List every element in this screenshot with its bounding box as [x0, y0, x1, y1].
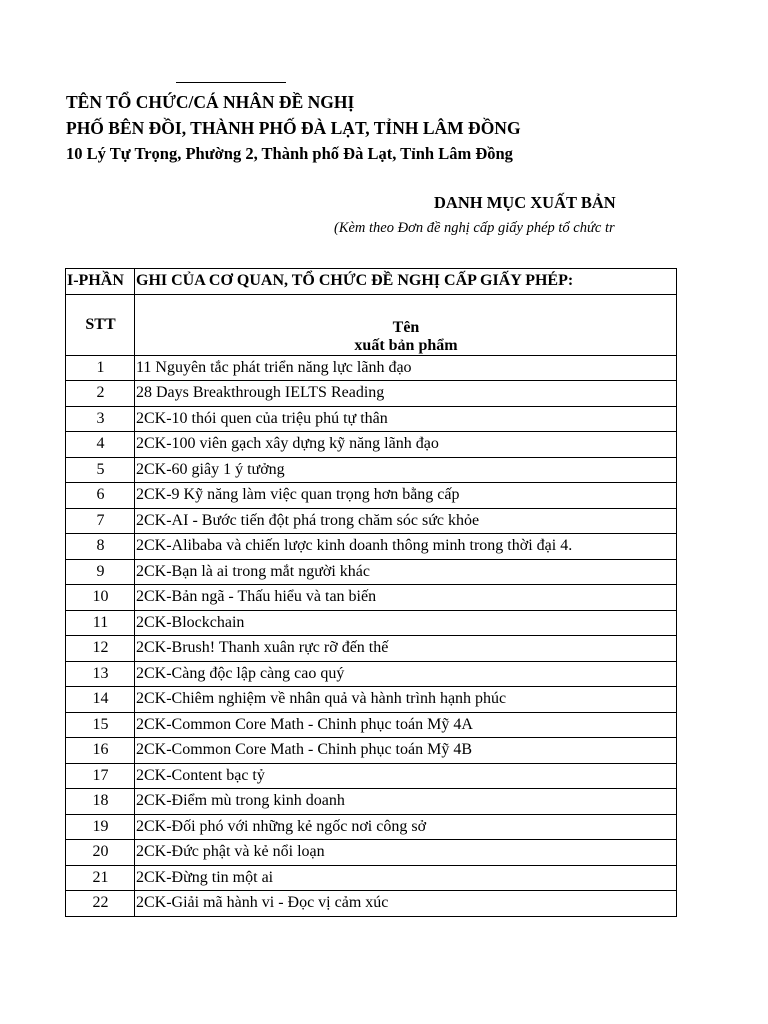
row-stt: 4: [66, 432, 135, 458]
column-header-stt: STT: [66, 294, 135, 355]
row-title: 2CK-Chiêm nghiệm về nhân quả và hành trình hạnh phúc: [135, 687, 677, 713]
row-title: 2CK-Alibaba và chiến lược kinh doanh thông minh trong thời đại 4.: [135, 534, 677, 560]
header-rule: [176, 82, 286, 83]
row-stt: 5: [66, 457, 135, 483]
row-stt: 12: [66, 636, 135, 662]
row-stt: 6: [66, 483, 135, 509]
table-row: [66, 636, 677, 662]
row-stt: 8: [66, 534, 135, 560]
row-stt: 7: [66, 508, 135, 534]
table-row: [66, 406, 677, 432]
column-header-row: [66, 294, 677, 355]
row-title: 2CK-Brush! Thanh xuân rực rỡ đến thế: [135, 636, 677, 662]
publication-table: [65, 268, 677, 917]
row-title: 2CK-10 thói quen của triệu phú tự thân: [135, 406, 677, 432]
row-stt: 17: [66, 763, 135, 789]
table-row: [66, 865, 677, 891]
section-title: GHI CỦA CƠ QUAN, TỔ CHỨC ĐỀ NGHỊ CẤP GIẤY PHÉP:: [135, 269, 677, 295]
document-title: DANH MỤC XUẤT BẢN: [434, 193, 616, 212]
row-title: 2CK-Điểm mù trong kinh doanh: [135, 789, 677, 815]
row-title: 2CK-Giải mã hành vi - Đọc vị cảm xúc: [135, 891, 677, 917]
table-row: [66, 508, 677, 534]
row-title: 2CK-AI - Bước tiến đột phá trong chăm sóc sức khỏe: [135, 508, 677, 534]
table-row: [66, 355, 677, 381]
row-title: 2CK-Bản ngã - Thấu hiểu và tan biến: [135, 585, 677, 611]
row-title: 2CK-Đối phó với những kẻ ngốc nơi công sở: [135, 814, 677, 840]
row-title: 2CK-100 viên gạch xây dựng kỹ năng lãnh đạo: [135, 432, 677, 458]
table-row: [66, 381, 677, 407]
org-address: 10 Lý Tự Trọng, Phường 2, Thành phố Đà Lạt, Tỉnh Lâm Đồng: [66, 144, 513, 163]
table-row: [66, 661, 677, 687]
table-row: [66, 559, 677, 585]
row-stt: 11: [66, 610, 135, 636]
column-header-title: [135, 294, 677, 355]
row-stt: 22: [66, 891, 135, 917]
org-name-line: PHỐ BÊN ĐỒI, THÀNH PHỐ ĐÀ LẠT, TỈNH LÂM ĐỒNG: [66, 118, 521, 138]
row-stt: 9: [66, 559, 135, 585]
row-title: 2CK-Đừng tin một ai: [135, 865, 677, 891]
row-title: 2CK-Blockchain: [135, 610, 677, 636]
row-title: 2CK-Common Core Math - Chinh phục toán Mỹ 4B: [135, 738, 677, 764]
org-name-heading: TÊN TỔ CHỨC/CÁ NHÂN ĐỀ NGHỊ: [66, 92, 355, 112]
row-stt: 1: [66, 355, 135, 381]
row-title: 11 Nguyên tắc phát triển năng lực lãnh đạo: [135, 355, 677, 381]
row-title: 2CK-60 giây 1 ý tưởng: [135, 457, 677, 483]
table-row: [66, 891, 677, 917]
row-title: 2CK-Common Core Math - Chinh phục toán Mỹ 4A: [135, 712, 677, 738]
row-stt: 18: [66, 789, 135, 815]
row-stt: 19: [66, 814, 135, 840]
row-stt: 13: [66, 661, 135, 687]
row-title: 2CK-9 Kỹ năng làm việc quan trọng hơn bằng cấp: [135, 483, 677, 509]
table-row: [66, 483, 677, 509]
table-row: [66, 585, 677, 611]
table-row: [66, 814, 677, 840]
row-stt: 10: [66, 585, 135, 611]
row-stt: 2: [66, 381, 135, 407]
table-row: [66, 789, 677, 815]
table-row: [66, 738, 677, 764]
row-title: 2CK-Đức phật và kẻ nổi loạn: [135, 840, 677, 866]
row-stt: 3: [66, 406, 135, 432]
row-stt: 21: [66, 865, 135, 891]
document-subtitle: (Kèm theo Đơn đề nghị cấp giấy phép tổ chức tr: [334, 220, 615, 236]
table-row: [66, 763, 677, 789]
section-label: I-PHẦN: [66, 269, 135, 295]
table-row: [66, 610, 677, 636]
section-header-row: [66, 269, 677, 295]
table-row: [66, 457, 677, 483]
column-header-title-line2: xuất bản phẩm: [354, 336, 458, 354]
row-title: 2CK-Càng độc lập càng cao quý: [135, 661, 677, 687]
table-row: [66, 687, 677, 713]
table-row: [66, 840, 677, 866]
row-title: 2CK-Content bạc tỷ: [135, 763, 677, 789]
table-row: [66, 534, 677, 560]
row-stt: 20: [66, 840, 135, 866]
row-stt: 15: [66, 712, 135, 738]
row-title: 28 Days Breakthrough IELTS Reading: [135, 381, 677, 407]
column-header-title-line1: Tên: [392, 318, 420, 336]
row-title: 2CK-Bạn là ai trong mắt người khác: [135, 559, 677, 585]
table-row: [66, 712, 677, 738]
row-stt: 14: [66, 687, 135, 713]
row-stt: 16: [66, 738, 135, 764]
table-row: [66, 432, 677, 458]
